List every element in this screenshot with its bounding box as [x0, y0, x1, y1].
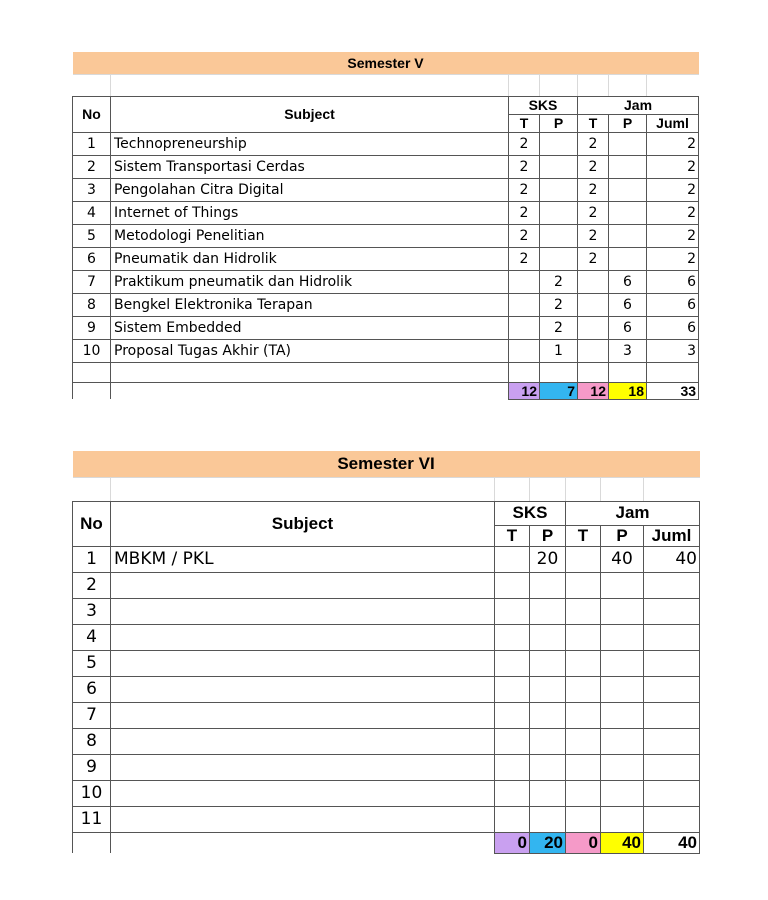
row-jam-p: [601, 728, 644, 754]
total-jam-t: 12: [578, 382, 609, 399]
row-sks-t: 2: [509, 224, 540, 247]
row-subject: [111, 676, 495, 702]
row-jam-p: [609, 201, 647, 224]
semester-title: Semester VI: [73, 451, 700, 477]
row-number: 6: [73, 676, 111, 702]
table-row: [73, 702, 700, 728]
row-subject: Proposal Tugas Akhir (TA): [111, 339, 509, 362]
row-jam-t: 2: [578, 247, 609, 270]
header-sks-p: P: [540, 114, 578, 132]
row-jam-p: 6: [609, 270, 647, 293]
row-number: 4: [73, 624, 111, 650]
row-jam-p: 6: [609, 293, 647, 316]
row-sks-p: 2: [540, 316, 578, 339]
row-subject: Pneumatik dan Hidrolik: [111, 247, 509, 270]
row-sks-p: [530, 754, 566, 780]
row-juml: 2: [647, 247, 699, 270]
table-row: [73, 339, 699, 362]
row-jam-p: [601, 780, 644, 806]
semester-5-sheet: [72, 52, 699, 400]
row-sks-p: [530, 598, 566, 624]
row-number: 9: [73, 316, 111, 339]
table-row: [73, 155, 699, 178]
row-sks-p: [530, 676, 566, 702]
row-subject: Bengkel Elektronika Terapan: [111, 293, 509, 316]
row-subject: [111, 754, 495, 780]
row-juml: 2: [647, 224, 699, 247]
row-jam-p: [601, 702, 644, 728]
row-subject: Pengolahan Citra Digital: [111, 178, 509, 201]
row-sks-p: [530, 702, 566, 728]
row-subject: Technopreneurship: [111, 132, 509, 155]
row-subject: Sistem Embedded: [111, 316, 509, 339]
row-jam-p: [601, 806, 644, 832]
row-jam-t: [566, 598, 601, 624]
row-sks-t: [509, 316, 540, 339]
row-jam-p: [601, 624, 644, 650]
row-jam-t: [566, 806, 601, 832]
row-jam-t: [566, 754, 601, 780]
row-juml: [644, 728, 700, 754]
semester-title: Semester V: [73, 52, 699, 74]
row-number: 7: [73, 270, 111, 293]
row-sks-t: 2: [509, 132, 540, 155]
table-row: [73, 546, 700, 572]
row-sks-p: [530, 806, 566, 832]
table-row: [73, 201, 699, 224]
row-sks-p: [540, 155, 578, 178]
row-juml: [644, 572, 700, 598]
row-sks-p: [530, 780, 566, 806]
header-jam-t: T: [566, 525, 601, 546]
row-juml: [644, 806, 700, 832]
row-jam-t: [566, 572, 601, 598]
row-jam-t: 2: [578, 178, 609, 201]
row-sks-t: 2: [509, 155, 540, 178]
row-jam-t: [566, 546, 601, 572]
row-number: 3: [73, 178, 111, 201]
row-sks-t: [495, 650, 530, 676]
row-number: 8: [73, 728, 111, 754]
row-jam-t: [566, 728, 601, 754]
row-juml: 6: [647, 270, 699, 293]
row-jam-p: [609, 247, 647, 270]
table-row: [73, 572, 700, 598]
row-juml: 2: [647, 132, 699, 155]
row-sks-t: 2: [509, 201, 540, 224]
row-sks-t: 2: [509, 247, 540, 270]
row-sks-t: [495, 754, 530, 780]
row-juml: 2: [647, 178, 699, 201]
row-sks-t: [495, 806, 530, 832]
row-subject: [111, 702, 495, 728]
table-row: [73, 270, 699, 293]
row-subject: Praktikum pneumatik dan Hidrolik: [111, 270, 509, 293]
row-subject: [111, 598, 495, 624]
row-jam-p: 40: [601, 546, 644, 572]
header-juml: Juml: [644, 525, 700, 546]
row-jam-p: [609, 178, 647, 201]
table-row: [73, 728, 700, 754]
header-subject: Subject: [111, 96, 509, 132]
header-sks-t: T: [495, 525, 530, 546]
table-row: [73, 316, 699, 339]
row-jam-t: [566, 624, 601, 650]
table-row: [73, 624, 700, 650]
row-number: 8: [73, 293, 111, 316]
semester-6-table: [72, 451, 700, 854]
header-no: No: [73, 501, 111, 546]
row-sks-p: 20: [530, 546, 566, 572]
row-jam-t: [578, 270, 609, 293]
row-juml: [644, 598, 700, 624]
row-juml: 6: [647, 316, 699, 339]
row-jam-t: [578, 316, 609, 339]
row-jam-t: [566, 702, 601, 728]
row-jam-t: 2: [578, 132, 609, 155]
row-juml: [644, 624, 700, 650]
row-juml: [644, 702, 700, 728]
total-juml: 40: [644, 832, 700, 853]
total-sks-p: 7: [540, 382, 578, 399]
total-juml: 33: [647, 382, 699, 399]
row-jam-t: [566, 676, 601, 702]
row-sks-t: [495, 676, 530, 702]
total-jam-t: 0: [566, 832, 601, 853]
header-sks-t: T: [509, 114, 540, 132]
row-sks-p: [530, 728, 566, 754]
row-sks-t: [495, 572, 530, 598]
row-number: 10: [73, 780, 111, 806]
row-sks-p: [540, 224, 578, 247]
table-row: [73, 650, 700, 676]
row-jam-t: [566, 650, 601, 676]
table-row: [73, 598, 700, 624]
row-jam-t: 2: [578, 224, 609, 247]
row-sks-p: [540, 178, 578, 201]
total-sks-t: 0: [495, 832, 530, 853]
row-number: 10: [73, 339, 111, 362]
row-jam-t: 2: [578, 201, 609, 224]
row-jam-p: [601, 598, 644, 624]
row-number: 1: [73, 546, 111, 572]
row-number: 4: [73, 201, 111, 224]
row-sks-t: [495, 598, 530, 624]
total-jam-p: 40: [601, 832, 644, 853]
row-sks-t: [495, 728, 530, 754]
row-subject: [111, 650, 495, 676]
row-jam-p: 3: [609, 339, 647, 362]
header-jam-p: P: [601, 525, 644, 546]
row-jam-t: [578, 293, 609, 316]
header-sks: SKS: [509, 96, 578, 114]
row-jam-p: [601, 754, 644, 780]
row-jam-t: [566, 780, 601, 806]
row-juml: 40: [644, 546, 700, 572]
row-juml: [644, 780, 700, 806]
row-sks-p: [540, 201, 578, 224]
row-jam-p: [609, 224, 647, 247]
row-subject: [111, 624, 495, 650]
row-jam-t: [578, 339, 609, 362]
row-sks-t: [509, 293, 540, 316]
row-jam-p: [601, 676, 644, 702]
row-sks-p: [530, 650, 566, 676]
row-number: 5: [73, 650, 111, 676]
table-row: [73, 247, 699, 270]
row-number: 6: [73, 247, 111, 270]
header-jam: Jam: [566, 501, 700, 525]
row-sks-p: [530, 572, 566, 598]
row-subject: Internet of Things: [111, 201, 509, 224]
header-subject: Subject: [111, 501, 495, 546]
total-jam-p: 18: [609, 382, 647, 399]
row-juml: [644, 650, 700, 676]
header-no: No: [73, 96, 111, 132]
row-sks-p: [540, 132, 578, 155]
row-sks-t: [495, 780, 530, 806]
row-sks-t: [495, 624, 530, 650]
row-jam-p: [609, 132, 647, 155]
header-juml: Juml: [647, 114, 699, 132]
row-number: 11: [73, 806, 111, 832]
row-jam-p: 6: [609, 316, 647, 339]
row-number: 3: [73, 598, 111, 624]
row-jam-p: [601, 650, 644, 676]
row-sks-t: [509, 339, 540, 362]
total-sks-t: 12: [509, 382, 540, 399]
row-sks-p: [540, 247, 578, 270]
table-row: [73, 806, 700, 832]
row-subject: [111, 780, 495, 806]
row-juml: [644, 676, 700, 702]
row-sks-p: [530, 624, 566, 650]
header-sks-p: P: [530, 525, 566, 546]
row-subject: [111, 806, 495, 832]
row-subject: Sistem Transportasi Cerdas: [111, 155, 509, 178]
table-row: [73, 224, 699, 247]
row-juml: 2: [647, 201, 699, 224]
row-jam-p: [601, 572, 644, 598]
table-row: [73, 780, 700, 806]
header-jam: Jam: [578, 96, 699, 114]
semester-6-sheet: [72, 451, 700, 854]
row-number: 5: [73, 224, 111, 247]
row-number: 7: [73, 702, 111, 728]
semester-5-table: [72, 52, 699, 400]
row-sks-t: [495, 546, 530, 572]
row-subject: [111, 572, 495, 598]
row-subject: [111, 728, 495, 754]
row-sks-p: 2: [540, 270, 578, 293]
row-jam-t: 2: [578, 155, 609, 178]
total-sks-p: 20: [530, 832, 566, 853]
row-sks-t: [495, 702, 530, 728]
table-row: [73, 178, 699, 201]
row-juml: 6: [647, 293, 699, 316]
row-sks-t: 2: [509, 178, 540, 201]
row-sks-p: 1: [540, 339, 578, 362]
row-sks-p: 2: [540, 293, 578, 316]
table-row: [73, 132, 699, 155]
header-sks: SKS: [495, 501, 566, 525]
table-row: [73, 293, 699, 316]
row-juml: [644, 754, 700, 780]
row-number: 2: [73, 155, 111, 178]
header-jam-t: T: [578, 114, 609, 132]
row-number: 1: [73, 132, 111, 155]
row-subject: MBKM / PKL: [111, 546, 495, 572]
row-jam-p: [609, 155, 647, 178]
row-number: 9: [73, 754, 111, 780]
row-juml: 3: [647, 339, 699, 362]
header-jam-p: P: [609, 114, 647, 132]
row-juml: 2: [647, 155, 699, 178]
row-number: 2: [73, 572, 111, 598]
table-row: [73, 754, 700, 780]
row-subject: Metodologi Penelitian: [111, 224, 509, 247]
row-sks-t: [509, 270, 540, 293]
table-row: [73, 676, 700, 702]
